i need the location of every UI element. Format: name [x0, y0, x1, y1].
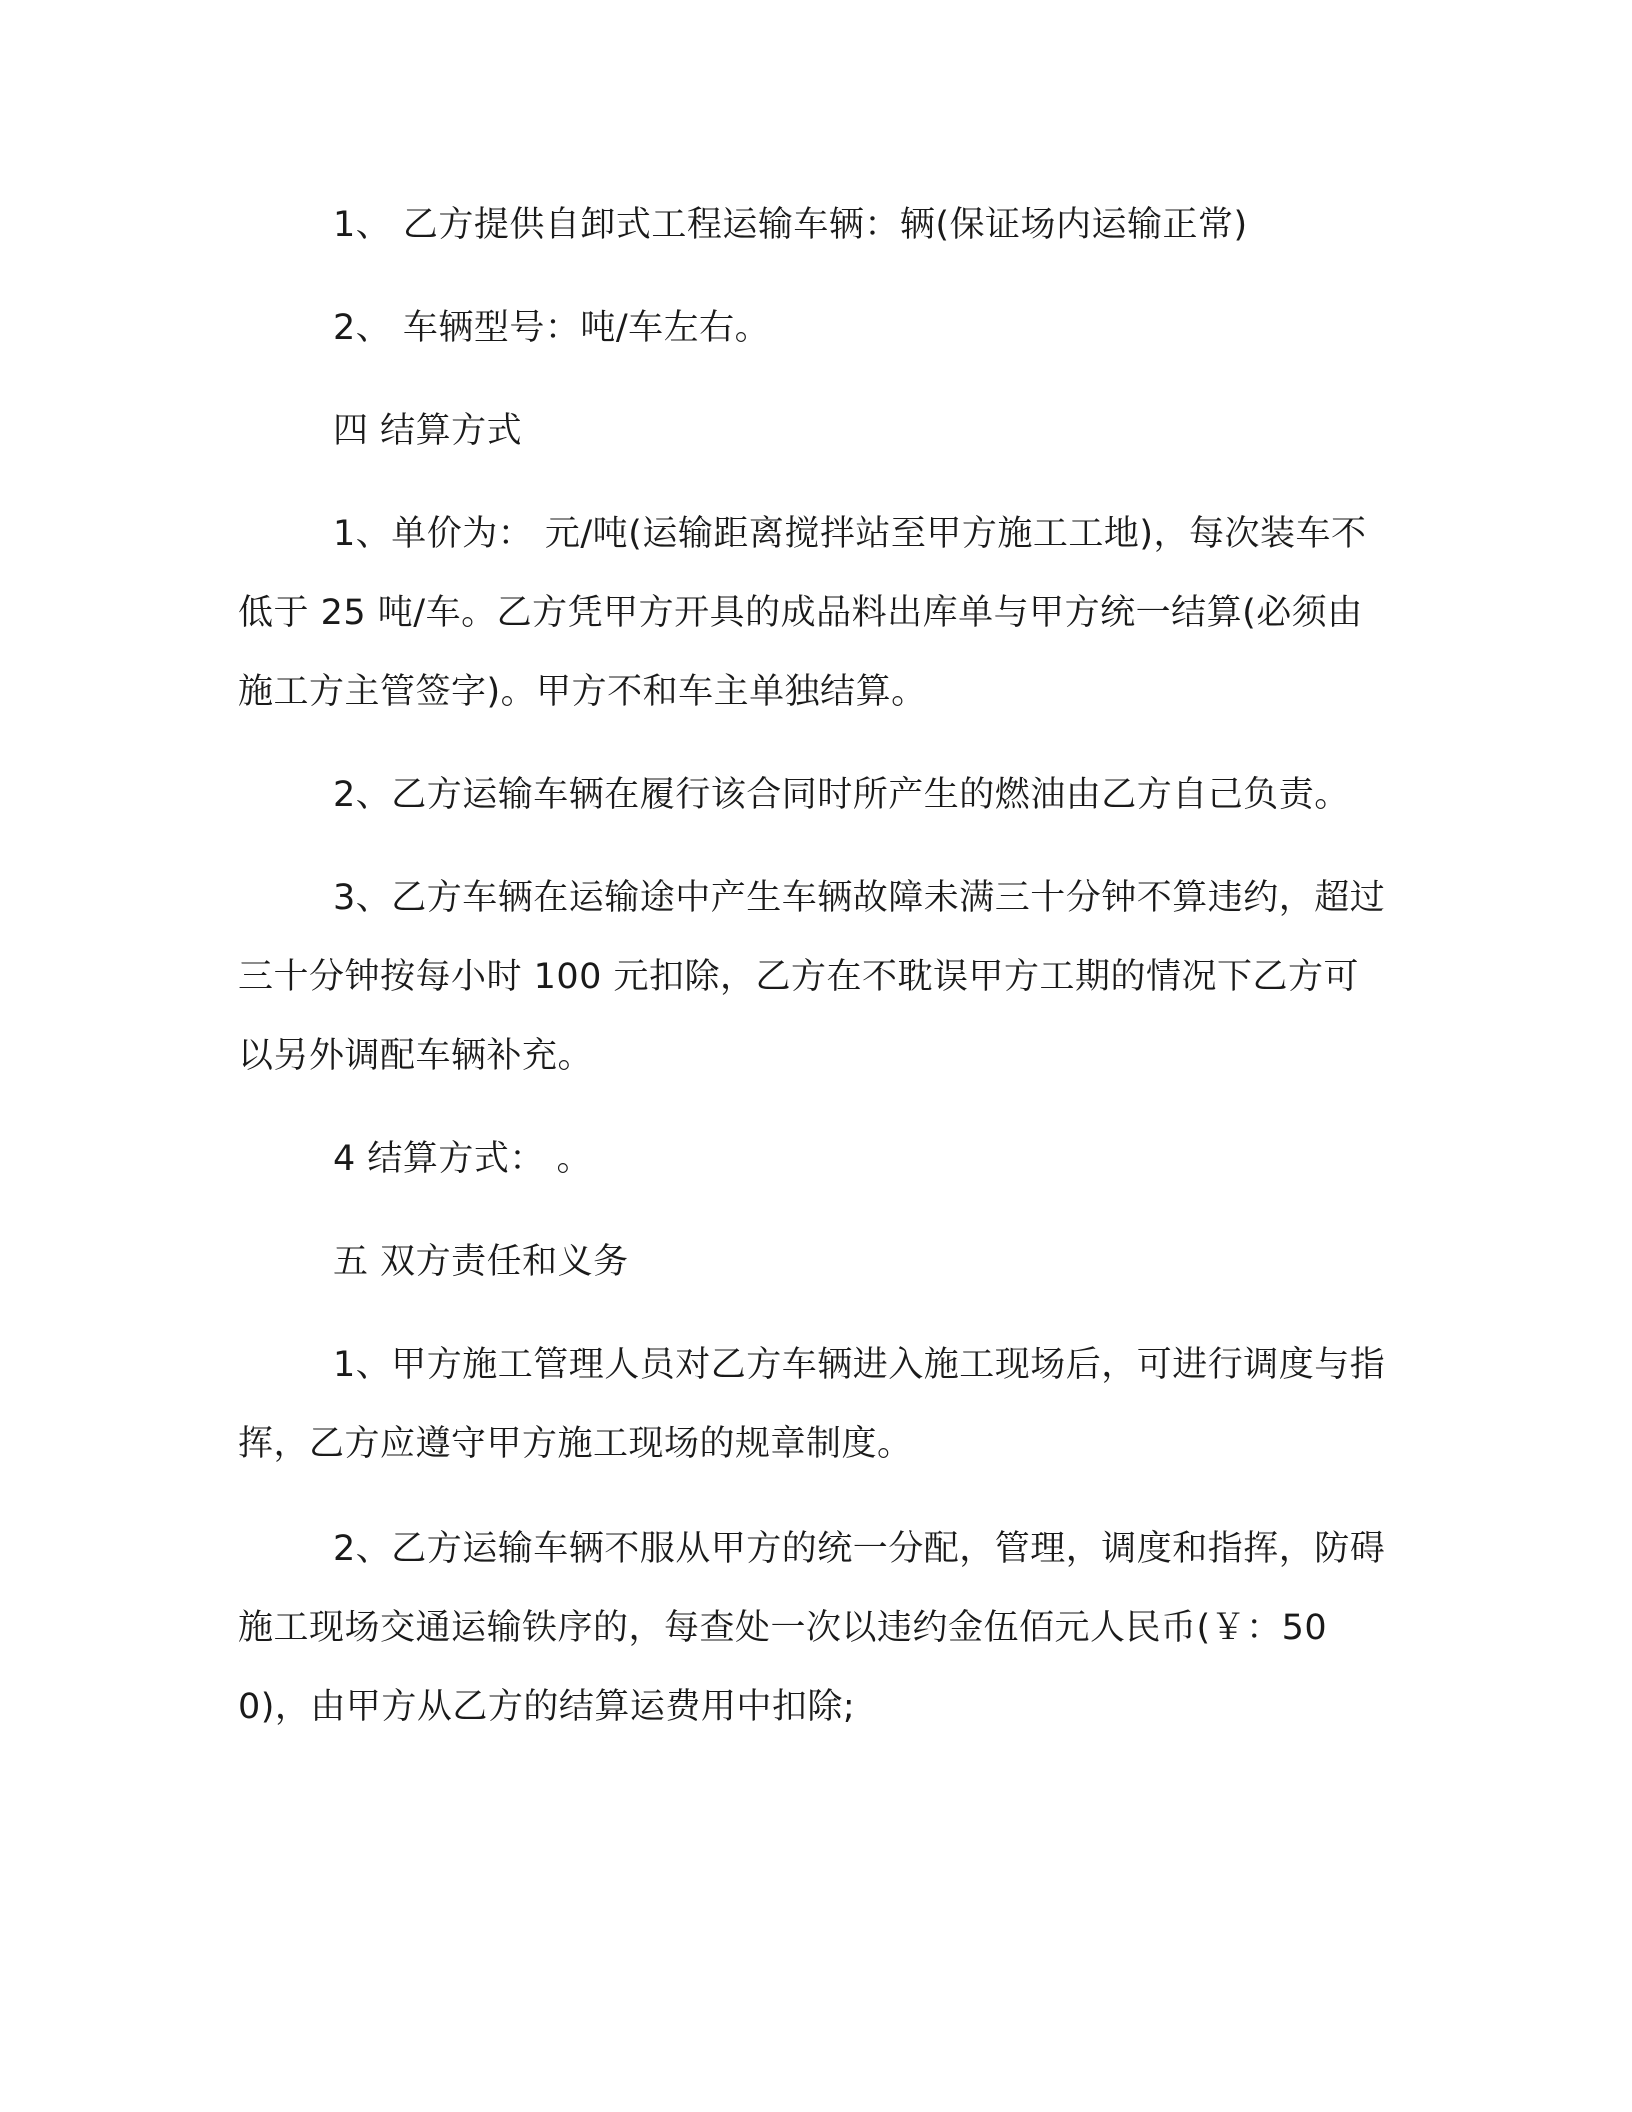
section-heading-settlement: 四 结算方式	[333, 411, 523, 451]
clause-vehicle-supply: 1、 乙方提供自卸式工程运输车辆：辆(保证场内运输正常)	[333, 205, 1248, 245]
document-body	[238, 186, 1388, 1747]
clause-settlement-method: 4 结算方式： 。	[333, 1139, 593, 1179]
clause-dispatch-penalty: 2、乙方运输车辆不服从甲方的统一分配，管理，调度和指挥，防碍施工现场交通运输铁序的，每查处一次以违约金伍佰元人民币(￥：500)，由甲方从乙方的结算运费用中扣除;	[238, 1529, 1386, 1727]
clause-vehicle-model: 2、 车辆型号：吨/车左右。	[333, 308, 771, 348]
section-heading-duties: 五 双方责任和义务	[333, 1242, 629, 1282]
clause-breakdown-penalty: 3、乙方车辆在运输途中产生车辆故障未满三十分钟不算违约，超过三十分钟按每小时 100 元扣除，乙方在不耽误甲方工期的情况下乙方可以另外调配车辆补充。	[238, 878, 1386, 1076]
clause-site-management: 1、甲方施工管理人员对乙方车辆进入施工现场后，可进行调度与指挥，乙方应遵守甲方施工现场的规章制度。	[238, 1345, 1386, 1464]
clause-unit-price: 1、单价为： 元/吨(运输距离搅拌站至甲方施工工地)，每次装车不低于 25 吨/车。乙方凭甲方开具的成品料出库单与甲方统一结算(必须由施工方主管签字)。甲方不和车主单独结算。	[238, 514, 1367, 712]
clause-fuel-responsibility: 2、乙方运输车辆在履行该合同时所产生的燃油由乙方自己负责。	[333, 775, 1350, 815]
